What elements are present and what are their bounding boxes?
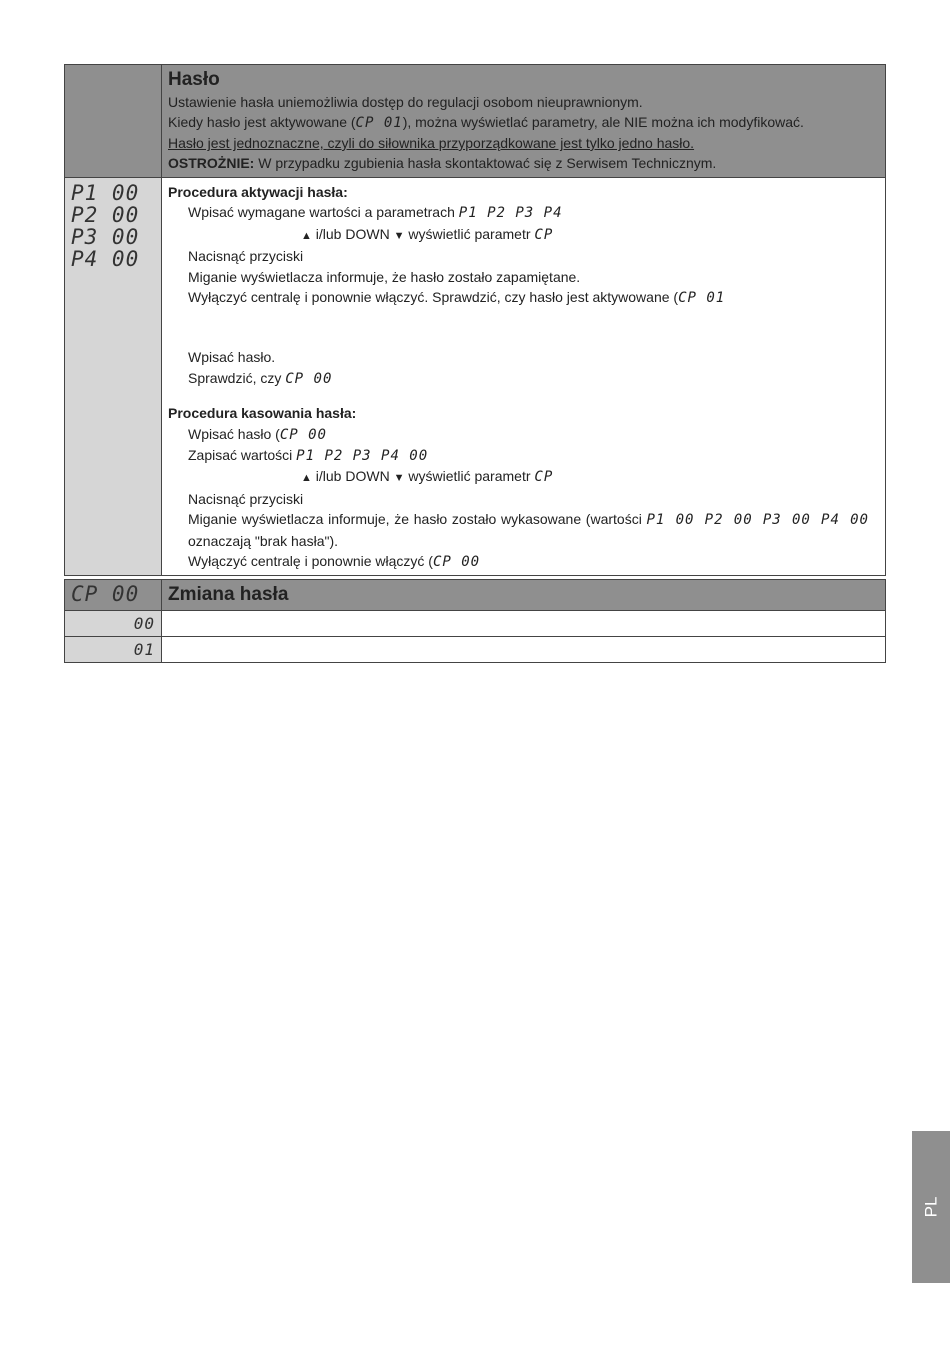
reset-line-6 <box>168 551 879 572</box>
activation-line-7 <box>168 368 879 389</box>
change-header-row <box>65 580 886 611</box>
reset-line-5-end: oznaczają "brak hasła"). <box>188 532 339 549</box>
act-line-2-code: CP <box>534 226 554 243</box>
param-p1: P1 00 <box>71 181 140 205</box>
desc-2-code: CP 01 <box>355 115 403 131</box>
reset-line-5-code: P1 00 P2 00 P3 00 P4 00 <box>646 512 869 529</box>
act-line-2-text-a: i/lub DOWN <box>311 225 394 242</box>
reset-line-1 <box>168 424 879 445</box>
value-cell: 01 <box>65 637 162 663</box>
act-line-7-code: CP 00 <box>285 370 333 387</box>
reset-line-3-text-a: i/lub DOWN <box>311 468 394 485</box>
reset-line-3 <box>168 466 879 488</box>
password-title: Hasło <box>168 69 220 90</box>
activation-line-5 <box>168 287 879 308</box>
activation-line-4: Miganie wyświetlacza informuje, że hasło zostało zapamiętane. <box>188 268 581 285</box>
act-line-2-text-b: wyświetlić parametr <box>404 225 535 242</box>
table-row <box>65 637 886 663</box>
language-tab-label: PL <box>920 1196 940 1218</box>
act-line-5-text: Wyłączyć centralę i ponownie włączyć. Sprawdzić, czy hasło jest aktywowane ( <box>188 289 679 306</box>
warning-text: W przypadku zgubienia hasła skontaktować się z Serwisem Technicznym. <box>254 155 717 171</box>
password-warning <box>168 153 879 173</box>
param-p2: P2 00 <box>71 203 140 227</box>
act-line-1-code: P1 P2 P3 P4 <box>458 205 563 222</box>
password-desc-2 <box>168 112 879 133</box>
reset-line-2 <box>168 445 879 466</box>
header-empty-cell <box>65 65 162 178</box>
activation-heading: Procedura aktywacji hasła: <box>168 184 348 200</box>
value-cell: 00 <box>65 611 162 637</box>
reset-line-2-code: P1 P2 P3 P4 00 <box>296 448 429 465</box>
up-arrow-icon: ▲ <box>301 229 312 242</box>
change-password-table <box>64 579 886 663</box>
change-title: Zmiana hasła <box>162 580 886 611</box>
reset-line-3-text-b: wyświetlić parametr <box>404 468 535 485</box>
password-desc-1: Ustawienie hasła uniemożliwia dostęp do regulacji osobom nieuprawnionym. <box>168 94 643 110</box>
reset-line-6-text: Wyłączyć centralę i ponownie włączyć ( <box>188 553 433 570</box>
desc-2-text-a: Kiedy hasło jest aktywowane ( <box>168 114 356 130</box>
desc-2-text-b: ), można wyświetlać parametry, ale NIE można ich modyfikować. <box>402 114 804 130</box>
param-p4: P4 00 <box>71 247 140 271</box>
desc-cell <box>162 637 886 663</box>
params-cell <box>65 178 162 576</box>
spacer <box>168 308 879 347</box>
password-desc-3: Hasło jest jednoznaczne, czyli do siłownika przyporządkowane jest tylko jedno hasło. <box>168 135 695 151</box>
warning-label: OSTROŻNIE: <box>168 155 255 171</box>
activation-line-3: Nacisnąć przyciski <box>188 248 304 265</box>
activation-line-1 <box>168 202 879 223</box>
reset-line-4: Nacisnąć przyciski <box>188 490 304 507</box>
reset-line-5-text: Miganie wyświetlacza informuje, że hasło zostało wykasowane (wartości <box>188 511 647 528</box>
reset-line-2-text: Zapisać wartości <box>188 447 297 464</box>
act-line-7-text: Sprawdzić, czy <box>188 369 286 386</box>
down-arrow-icon: ▼ <box>393 229 405 242</box>
down-arrow-icon: ▼ <box>393 472 405 485</box>
procedure-cell <box>162 178 886 576</box>
up-arrow-icon: ▲ <box>301 472 312 485</box>
password-body-row <box>65 178 886 576</box>
desc-cell <box>162 611 886 637</box>
param-p3: P3 00 <box>71 225 140 249</box>
reset-line-1-code: CP 00 <box>279 426 327 443</box>
activation-line-2 <box>168 224 879 246</box>
activation-line-6: Wpisać hasło. <box>188 349 276 366</box>
password-header-cell <box>162 65 886 178</box>
password-table <box>64 64 886 576</box>
table-row <box>65 611 886 637</box>
spacer <box>168 389 879 403</box>
language-tab <box>912 1131 950 1283</box>
reset-line-6-code: CP 00 <box>432 554 481 571</box>
password-header-row <box>65 65 886 178</box>
reset-line-3-code: CP <box>534 469 554 486</box>
act-line-1-text: Wpisać wymagane wartości a parametrach <box>188 204 459 221</box>
act-line-5-code: CP 01 <box>678 290 726 307</box>
reset-heading: Procedura kasowania hasła: <box>168 405 357 422</box>
reset-line-1-text: Wpisać hasło ( <box>188 425 280 442</box>
change-code: CP 00 <box>65 580 162 611</box>
reset-line-5 <box>168 509 879 551</box>
